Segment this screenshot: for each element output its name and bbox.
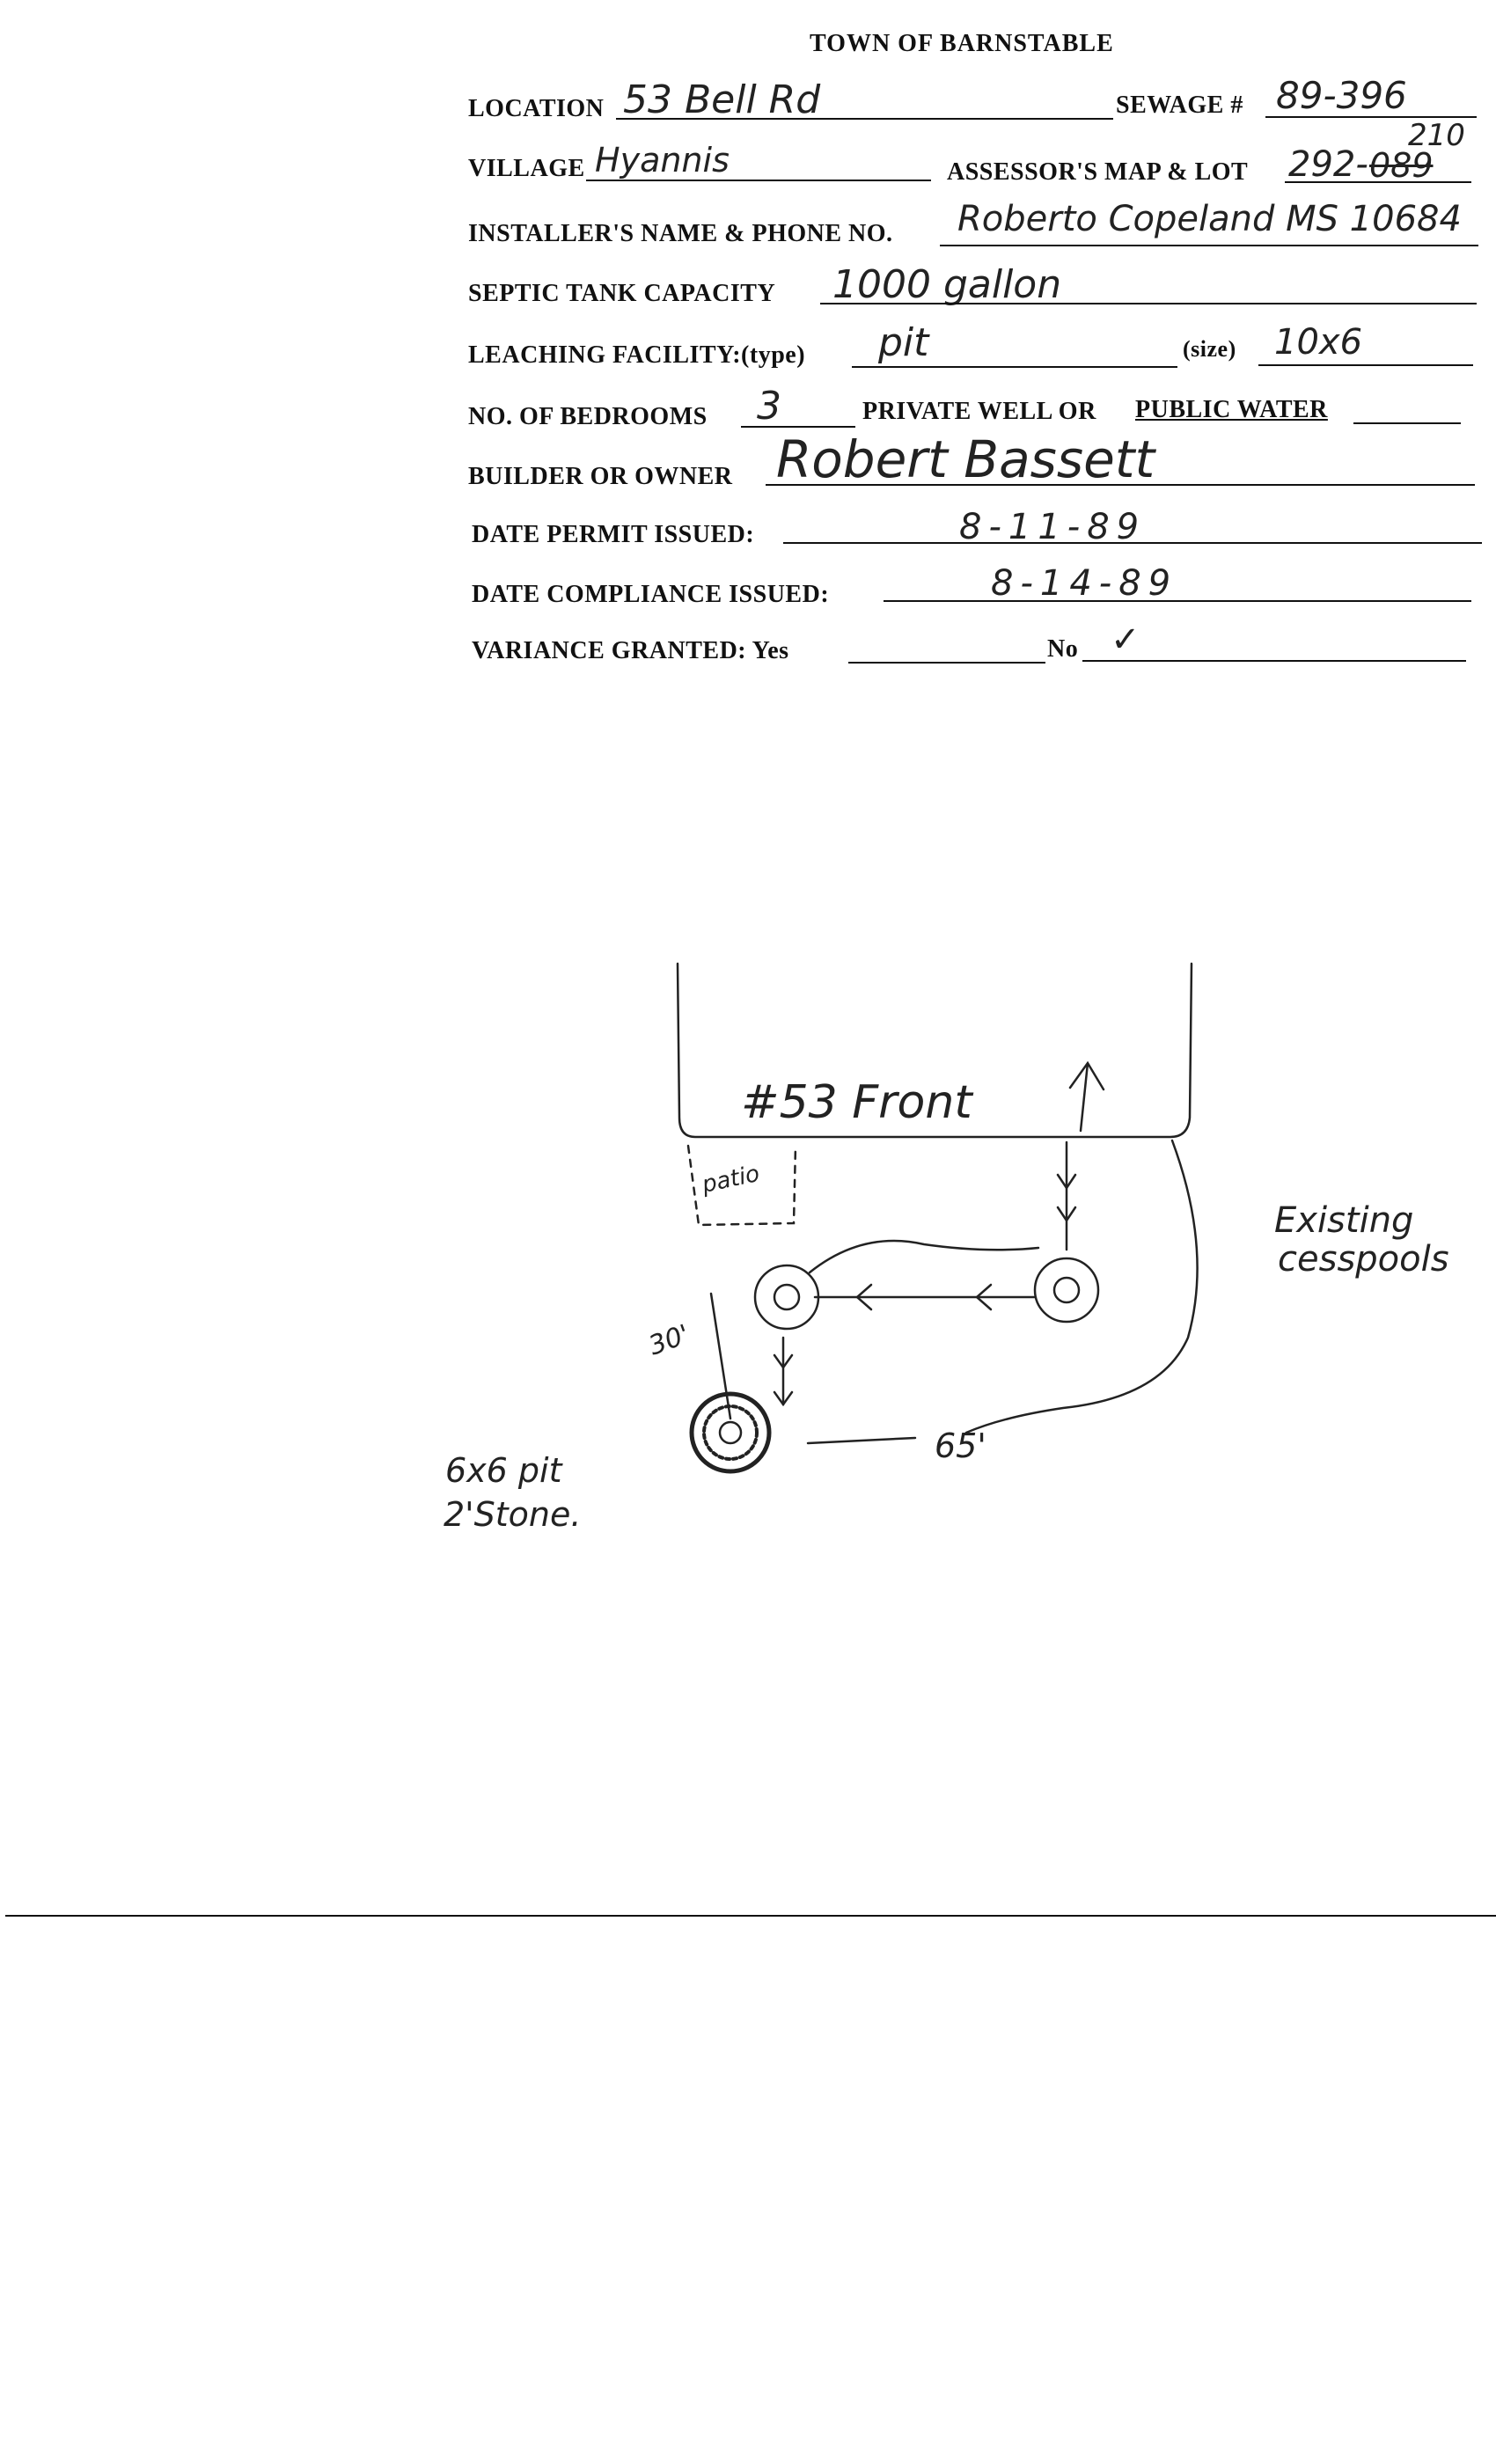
cesspool-left [755,1265,818,1329]
location-value: 53 Bell Rd [623,77,821,122]
patio-label: patio [700,1160,762,1199]
bedrooms-label: NO. OF BEDROOMS [468,403,708,430]
house-label: #53 Front [741,1076,972,1129]
cesspools-label: cesspools [1278,1239,1449,1280]
sewage-label: SEWAGE # [1116,92,1243,119]
dimension-65 [808,1438,915,1443]
installer-label: INSTALLER'S NAME & PHONE NO. [468,220,893,247]
tank-value: 1000 gallon [832,262,1062,307]
variance-no-mark: ✓ [1111,620,1140,660]
permit-value: 8-11-89 [959,507,1147,547]
wavy-pipe [810,1241,1038,1272]
village-label: VILLAGE [468,155,585,182]
bottom-rule [5,1915,1496,1917]
map-lot-value: 292- [1288,144,1368,185]
leaching-type: pit [878,320,929,365]
tank-label: SEPTIC TANK CAPACITY [468,280,776,307]
water-label-a: PRIVATE WELL OR [862,398,1096,425]
leaching-label: LEACHING FACILITY:(type) [468,341,806,369]
pit-note-2: 2'Stone. [444,1495,582,1534]
owner-value: Robert Bassett [776,429,1155,489]
sewage-value: 89-396 [1276,74,1407,117]
existing-label: Existing [1274,1200,1414,1241]
form-title: TOWN OF BARNSTABLE [810,30,1114,57]
cesspool-right [1035,1258,1098,1322]
permit-label: DATE PERMIT ISSUED: [472,521,755,548]
owner-label: BUILDER OR OWNER [468,463,733,490]
bedrooms-value: 3 [757,384,781,429]
variance-no-label: No [1047,635,1079,663]
water-label-b: PUBLIC WATER [1135,396,1328,423]
village-value: Hyannis [595,141,730,180]
compliance-value: 8-14-89 [991,563,1178,604]
distance-65: 65' [935,1426,986,1465]
installer-value: Roberto Copeland MS 10684 [957,199,1462,239]
compliance-label: DATE COMPLIANCE ISSUED: [472,581,830,608]
size-value: 10x6 [1274,322,1363,363]
size-label: (size) [1183,336,1236,362]
pit-note-1: 6x6 pit [445,1451,562,1490]
variance-label: VARIANCE GRANTED: Yes [472,637,789,664]
north-arrow [1070,1063,1104,1131]
location-label: LOCATION [468,95,605,122]
distance-30: 30' [644,1318,694,1362]
map-lot-label: ASSESSOR'S MAP & LOT [947,158,1249,186]
map-lot-correction: 210 [1408,118,1465,153]
lot-line [966,1140,1198,1433]
map-lot-struck: 089 [1369,146,1434,185]
